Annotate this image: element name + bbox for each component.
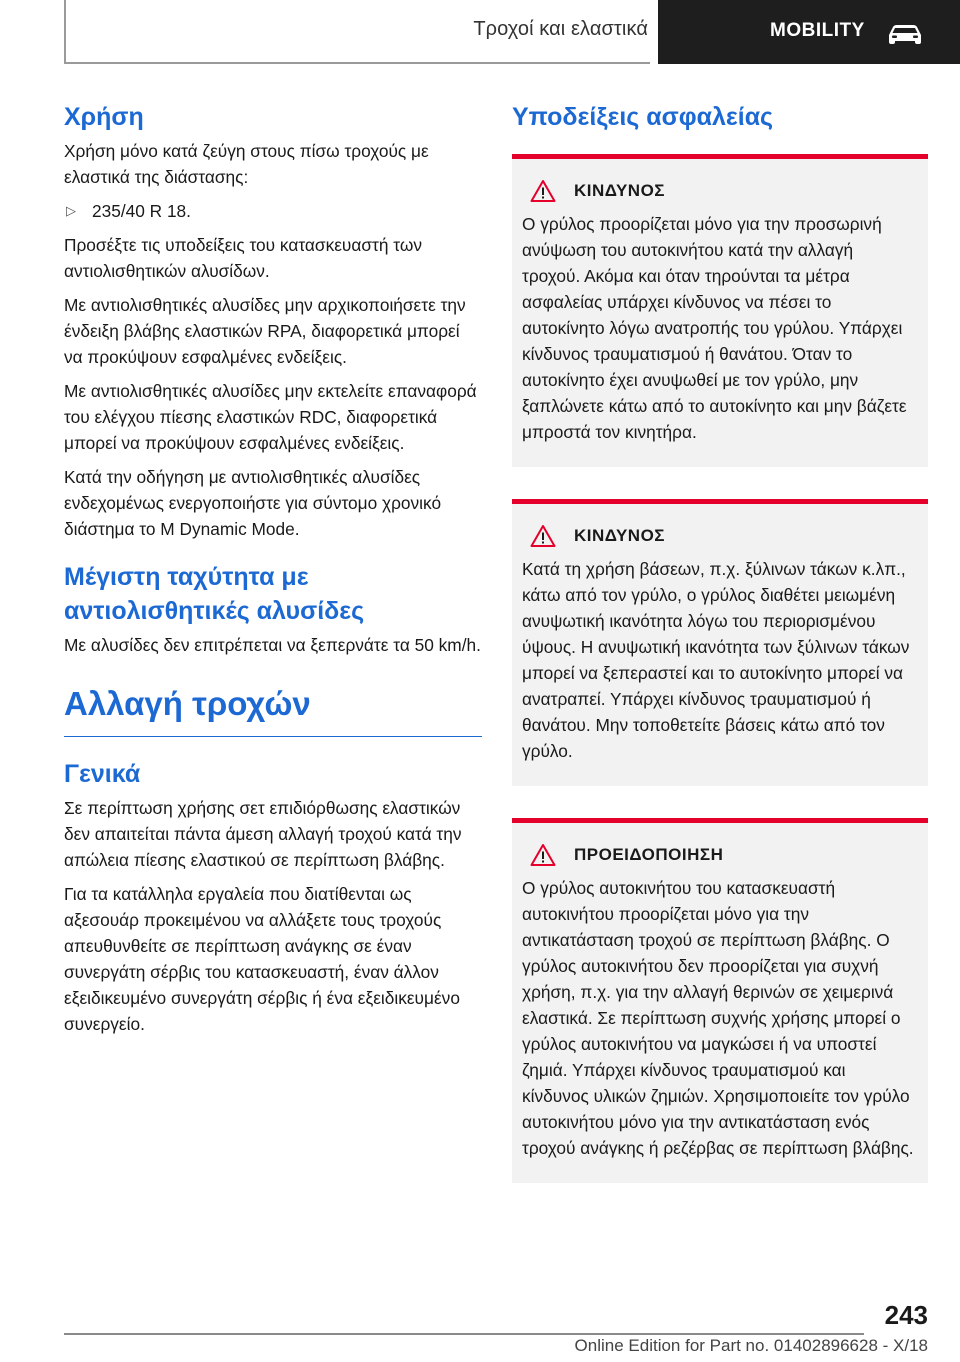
- danger-box-2: [512, 499, 928, 786]
- wheel-change-heading: Αλλαγή τροχών: [64, 684, 482, 737]
- tire-size-list-item: [64, 198, 482, 224]
- warning-triangle-icon: [530, 524, 556, 548]
- warning-title: ΠΡΟΕΙΔΟΠΟΙΗΣΗ: [574, 845, 724, 864]
- usage-paragraph-1: Προσέξτε τις υποδείξεις του κατασκευαστή των αντιολισθητικών αλυσίδων.: [64, 235, 422, 281]
- left-column: [64, 100, 482, 1045]
- general-paragraph-2: Για τα κατάλληλα εργαλεία που διατίθενται ως αξεσουάρ προκειμένου να αλλάξετε τους τροχούς απευθυνθείτε σε περίπτωση ανάγκης σε έναν συνεργάτη σέρβις του κατασκευαστή, έναν άλλον εξειδικευμένο συνεργάτη σέρβις ή ένα εξειδικευμένο συνεργείο.: [64, 884, 460, 1034]
- max-speed-text: Με αλυσίδες δεν επιτρέπεται να ξεπερνάτε τα 50 km/h.: [64, 635, 481, 655]
- section-title: Τροχοί και ελαστικά: [473, 18, 648, 40]
- usage-paragraph-3: Με αντιολισθητικές αλυσίδες μην εκτελείτε επαναφορά του ελέγχου πίεσης ελαστικών RDC, διαφορετικά μπορεί να προκύψουν εσφαλμένες ενδείξεις.: [64, 381, 477, 453]
- triangle-bullet-icon: ▷: [66, 203, 76, 218]
- usage-paragraph-4: Κατά την οδήγηση με αντιολισθητικές αλυσίδες ενδεχομένως ενεργοποιήστε για σύντομο χρονικό διάστημα το M Dynamic Mode.: [64, 467, 442, 539]
- warning-header: [522, 524, 914, 548]
- page-number: 243: [884, 1300, 928, 1330]
- warning-title: ΚΙΝΔΥΝΟΣ: [574, 526, 665, 545]
- safety-notes-heading: Υποδείξεις ασφαλείας: [512, 103, 774, 131]
- usage-intro: Χρήση μόνο κατά ζεύγη στους πίσω τροχούς με ελαστικά της διάστασης:: [64, 141, 429, 187]
- chapter-tab: [658, 0, 960, 64]
- general-heading: Γενικά: [64, 760, 141, 788]
- header-rule: [64, 62, 650, 64]
- danger-box-1: [512, 154, 928, 467]
- general-paragraph-1: Σε περίπτωση χρήσης σετ επιδιόρθωσης ελαστικών δεν απαιτείται πάντα άμεση αλλαγή τροχού κατά την απώλεια πίεσης ελαστικού σε περίπτωση βλάβης.: [64, 798, 462, 870]
- warning-title: ΚΙΝΔΥΝΟΣ: [574, 181, 665, 200]
- warning-text: Ο γρύλος αυτοκινήτου του κατασκευαστή αυτοκινήτου προορίζεται μόνο για την αντικατάσταση τροχού σε περίπτωση βλάβης. Ο γρύλος αυτοκινήτου δεν προορίζεται για συχνή χρήση, π.χ. για την αλλαγή θερινών σε χειμερινά ελαστικά. Σε περίπτωση συχνής χρήσης μπορεί ο γρύλος αυτοκινήτου να μαγκώσει ή να υποστεί ζημιά. Υπάρχει κίνδυνος τραυματισμού και κίνδυνος υλικών ζημιών. Χρησιμοποιείτε τον γρύλο αυτοκινήτου μόνο για την αντικατάσταση ενός τροχού ανάγκης ή ρεζέρβας σε περίπτωση βλάβης.: [522, 878, 914, 1158]
- max-speed-heading: Μέγιστη ταχύτητα με αντιολισθητικές αλυσίδες: [64, 563, 365, 625]
- tire-size: 235/40 R 18.: [92, 201, 191, 221]
- usage-paragraph-2: Με αντιολισθητικές αλυσίδες μην αρχικοποιήσετε την ένδειξη βλάβης ελαστικών RPA, διαφορετικά μπορεί να προκύψουν εσφαλμένες ενδείξεις.: [64, 295, 466, 367]
- usage-heading: Χρήση: [64, 103, 144, 131]
- footer-rule: [64, 1333, 864, 1335]
- warning-box-3: [512, 818, 928, 1183]
- warning-text: Ο γρύλος προορίζεται μόνο για την προσωρινή ανύψωση του αυτοκινήτου κατά την αλλαγή τροχού. Ακόμα και όταν τηρούνται τα μέτρα ασφαλείας υπάρχει κίνδυνος να πέσει το αυτοκίνητο λόγω ανατροπής του γρύλου. Υπάρχει κίνδυνος τραυματισμού ή θανάτου. Όταν το αυτοκίνητο έχει ανυψωθεί με τον γρύλο, μην ξαπλώνετε κάτω από το αυτοκίνητο και μην βάζετε μπροστά τον κινητήρα.: [522, 214, 907, 442]
- chapter-label: MOBILITY: [770, 20, 865, 41]
- edition-note: Online Edition for Part no. 01402896628 - X/18: [574, 1336, 928, 1355]
- right-column: [512, 100, 928, 1183]
- warning-header: [522, 179, 914, 203]
- page-header: [0, 0, 960, 64]
- warning-triangle-icon: [530, 179, 556, 203]
- warning-triangle-icon: [530, 843, 556, 867]
- warning-text: Κατά τη χρήση βάσεων, π.χ. ξύλινων τάκων κ.λπ., κάτω από τον γρύλο, ο γρύλος διαθέτει μειωμένη ανυψωτική ικανότητα λόγω του περιορισμένου ύψους. Η ανυψωτική ικανότητα των ξύλινων τάκων μπορεί να ξεπεραστεί και το αυτοκίνητο μπορεί να ανατραπεί. Υπάρχει κίνδυνος τραυματισμού ή θανάτου. Μην τοποθετείτε βάσεις κάτω από τον γρύλο.: [522, 559, 910, 761]
- car-icon: [886, 23, 924, 45]
- warning-header: [522, 843, 914, 867]
